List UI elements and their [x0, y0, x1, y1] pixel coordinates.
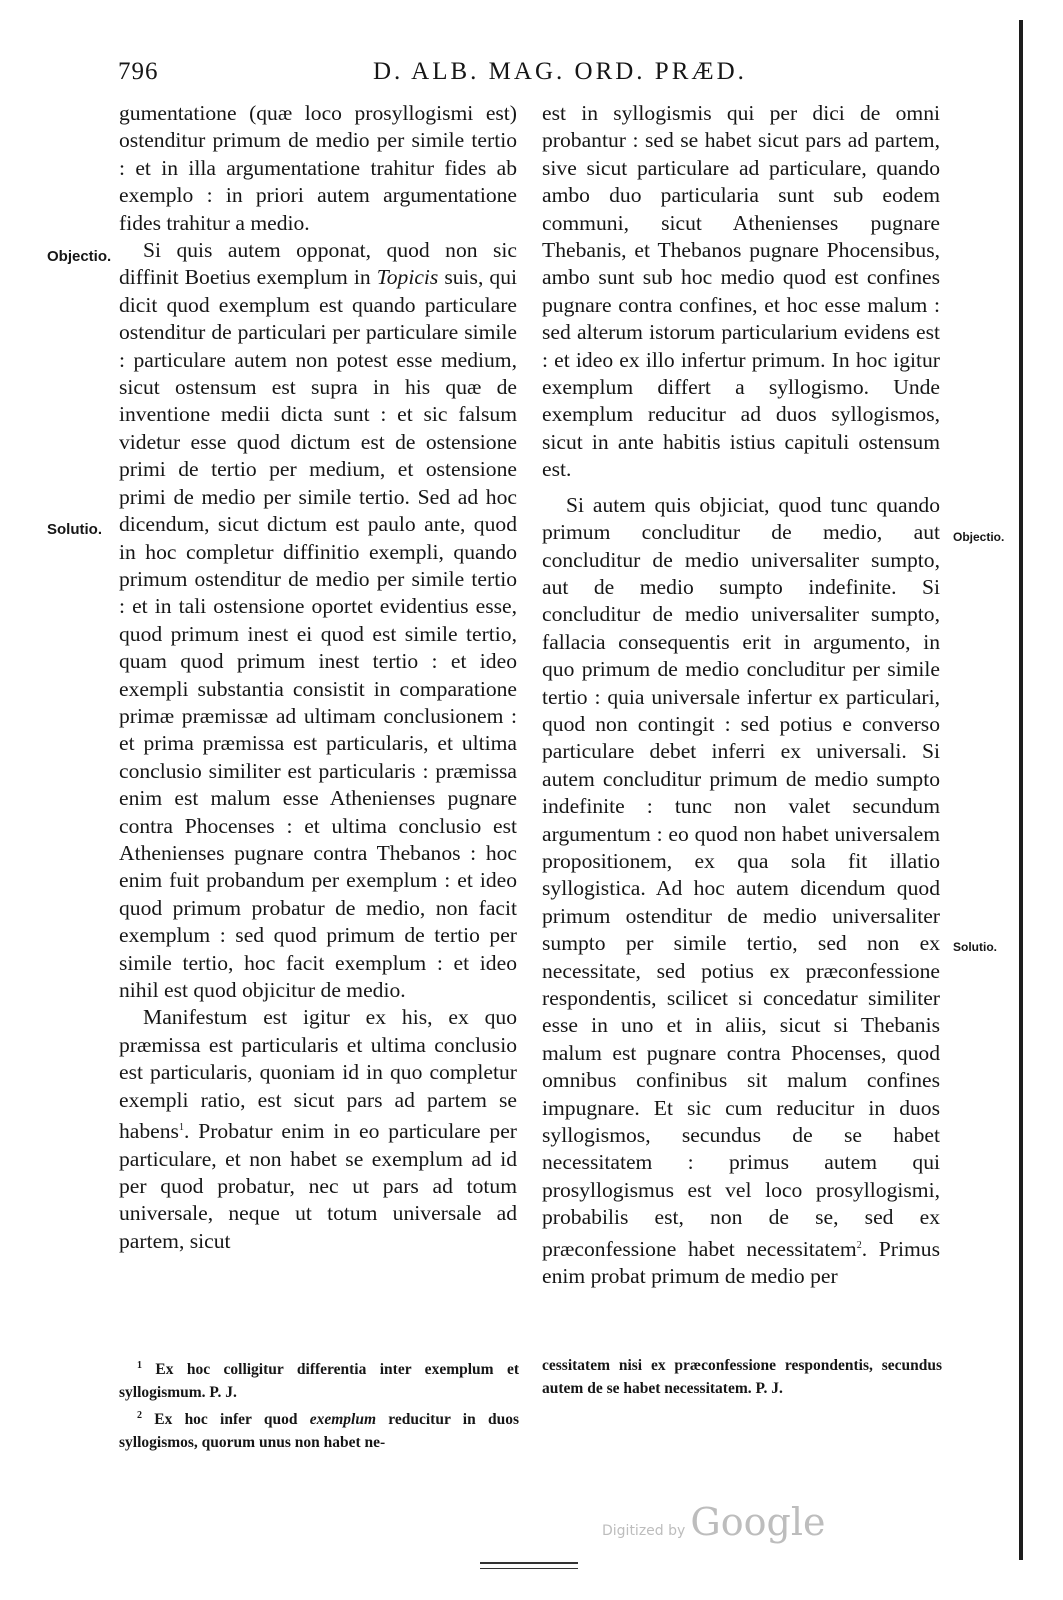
text-run: Si autem quis objiciat, quod tunc quando primum concluditur de medio, aut concluditur de medio universaliter sumpto, aut de medio sumpto indefinite. Si concluditur de medio universaliter sumpto, fallacia consequentis erit in argumento, in quo primum de medio concluditur per simile tertio : quia universale infertur ex particulari, quod non contingit : sed potius e converso particulare debet inferri ex universali. Si autem concluditur primum de medio sumpto indefinite : tunc non valet secundum argumentum : eo quod non habet universalem propositionem, ex qua sola fit illatio syllogistica. Ad hoc autem dicendum quod primum ostenditur de medio universaliter sumpto per simile tertio, sed non ex necessitate, sed potius ex præconfessione respondentis, scilicet si concedatur similiter esse in uno et in aliis, sicut si Thebanis malum est pugnare contra Phocenses, quod omnibus confinibus sit malum confines impugnare. Et sic cum reducitur in duos syllogismos, secundus de se habet necessitatem : primus autem qui prosyllogismus est vel loco prosyllogismi, probabilis est, non de se, sed ex præconfessione habet necessitatem: [542, 492, 940, 1261]
bottom-rule: [480, 1562, 578, 1569]
paragraph: [119, 237, 517, 1004]
text-run: . Probatur enim in eo particulare per particulare, et non habet se exemplum ad id per quod probatur, nec ut pars ad totum universale, neque ut totum universale ad partem, sicut: [119, 1119, 517, 1253]
watermark-prefix: Digitized by: [602, 1523, 686, 1539]
footnote-text: Ex hoc colligitur differentia inter exemplum et syllogismum. P. J.: [119, 1361, 519, 1402]
paragraph: [542, 492, 940, 1291]
right-text-column: [542, 100, 940, 1291]
footnote-ref: 2: [856, 1239, 862, 1251]
page-header: [0, 58, 1063, 98]
footnote-continuation: cessitatem nisi ex præconfessione respondentis, secundus autem de se habet necessitatem. P. J.: [542, 1357, 942, 1397]
digitized-watermark: [602, 1500, 825, 1544]
paragraph: gumentatione (quæ loco prosyllogismi est) ostenditur primum de medio per simile tertio : et in illa argumentatione trahitur fides ab exemplo : in priori autem argumentatione fides trahitur a medio.: [119, 101, 517, 235]
footnote: [119, 1404, 519, 1454]
text-run: Manifestum est igitur ex his, ex quo præmissa est particularis et ultima conclusio est particularis, quoniam id in quo completur exempli ratio, est sicut pars ad partem se habens: [119, 1005, 517, 1144]
text-run: Si quis autem opponat, quod non sic diffinit Boetius exemplum in: [119, 238, 517, 290]
footnote-ref: 1: [178, 1122, 184, 1134]
margin-note-objectio-left: Objectio.: [47, 248, 112, 265]
google-logo: Google: [690, 1500, 826, 1544]
footnote-mark: 1: [137, 1360, 142, 1371]
footnotes-right: [542, 1354, 942, 1400]
footnote-italic: exemplum: [309, 1411, 377, 1429]
footnote-text: reducitur in duos syllogismos, quorum unus non habet ne-: [119, 1411, 519, 1452]
text-run: suis, qui dicit quod exemplum est quando particulare ostenditur de particulari per particulare simile : particulare autem non potest esse medium, sicut ostensum est supra in his quæ de inventione medii dicta sunt : et sic falsum videtur esse quod dictum est de ostensione primi de tertio per medium, et ostensione primi de medio per simile tertio. Sed ad hoc dicendum, sicut dictum est paulo ante, quod in hoc completur diffinitio exempli, quando primum ostenditur de medio per simile tertio : et in tali ostensione oportet evidentius esse, quod primum inest ei quod est simile tertio, quam quod primum inest tertio : et ideo exempli substantia consistit in comparatione primæ præmissæ ad ultimam conclusionem : et prima præmissa est particularis, et ultima conclusio similiter est particularis : præmissa enim est malum esse Athenienses pugnare contra Phocenses : et ultima conclusio est Athenienses pugnare contra Thebanos : hoc enim fuit probandum per exemplum : et ideo quod primum probatur de medio, non facit exemplum : sed quod primum de tertio per simile tertio, hoc facit exemplum : et ideo nihil est quod objicitur de medio.: [119, 265, 517, 1002]
page-number: 796: [118, 58, 159, 85]
scan-edge-line: [1019, 20, 1023, 1560]
footnotes-left: [119, 1354, 519, 1454]
paragraph: est in syllogismis qui per dici de omni probantur : sed se habet sicut pars ad partem, sive sicut particulare ad particulare, quando ambo duo particularia sunt sub eodem communi, sicut Athenienses pugnare Thebanis, et Thebanos pugnare Phocensibus, ambo sunt sub hoc medio quod est confines pugnare contra confines, et hoc esse malum : sed alterum istorum particularium evidens est : et ideo ex illo infertur primum. In hoc igitur exemplum differt a syllogismo. Unde exemplum reducitur ad duos syllogismos, sicut in ante habitis istius capituli ostensum est.: [542, 101, 940, 482]
left-text-column: [119, 100, 517, 1255]
margin-note-objectio-right: Objectio.: [953, 530, 1005, 544]
footnote: [119, 1354, 519, 1404]
margin-note-solutio-right: Solutio.: [953, 940, 997, 954]
running-title: D. ALB. MAG. ORD. PRÆD.: [373, 58, 747, 85]
text-run: . Primus enim probat primum de medio per: [542, 1236, 940, 1289]
margin-note-solutio-left: Solutio.: [47, 521, 102, 538]
footnote-mark: 2: [137, 1410, 142, 1422]
paragraph: [119, 1004, 517, 1255]
footnote-text: Ex hoc infer quod: [142, 1411, 310, 1429]
italic-title: Topicis: [376, 265, 439, 290]
